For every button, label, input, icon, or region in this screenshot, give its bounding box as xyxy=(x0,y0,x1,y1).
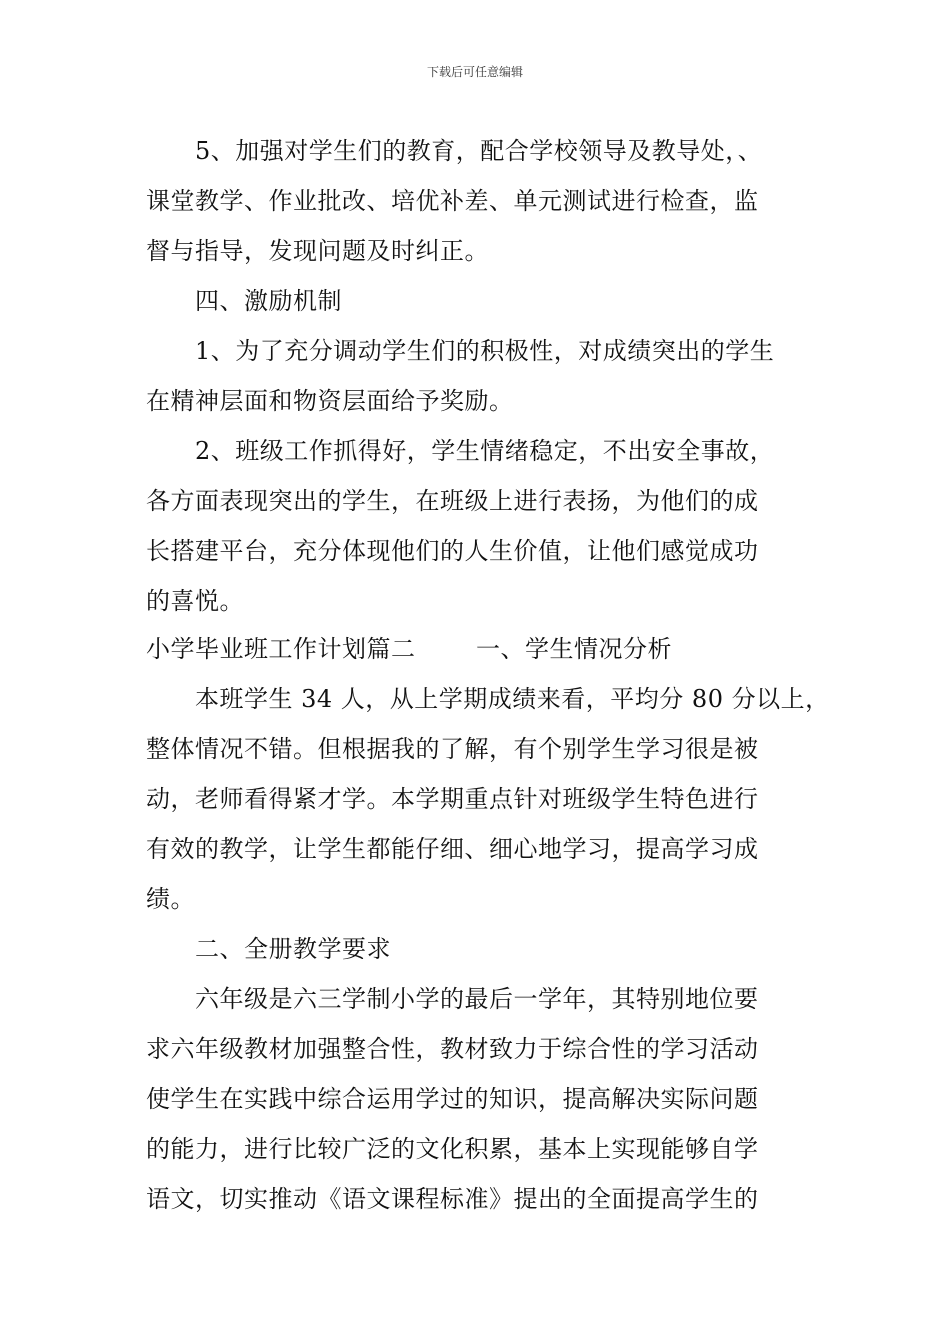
paragraph-line: 在精神层面和物资层面给予奖励。 xyxy=(146,387,514,415)
paragraph-line: 求六年级教材加强整合性，教材致力于综合性的学习活动 xyxy=(146,1035,759,1063)
paragraph-line: 本班学生 34 人，从上学期成绩来看，平均分 80 分以上， xyxy=(195,685,830,713)
paragraph-line: 督与指导，发现问题及时纠正。 xyxy=(146,237,489,265)
paragraph-line: 长搭建平台，充分体现他们的人生价值，让他们感觉成功 xyxy=(146,537,759,565)
paragraph-line: 各方面表现突出的学生，在班级上进行表扬，为他们的成 xyxy=(146,487,759,515)
paragraph-line: 六年级是六三学制小学的最后一学年，其特别地位要 xyxy=(195,985,759,1013)
paragraph-line: 5、加强对学生们的教育，配合学校领导及教导处，、 xyxy=(195,137,763,165)
paragraph-line: 的喜悦。 xyxy=(146,587,244,615)
paragraph-line: 2、班级工作抓得好，学生情绪稳定，不出安全事故， xyxy=(195,437,775,465)
paragraph-line: 课堂教学、作业批改、培优补差、单元测试进行检查，监 xyxy=(146,187,759,215)
section-heading: 四、激励机制 xyxy=(195,287,342,315)
chapter-title: 小学毕业班工作计划篇二 xyxy=(146,635,416,663)
page-header: 下载后可任意编辑 xyxy=(426,65,523,79)
paragraph-line: 整体情况不错。但根据我的了解，有个别学生学习很是被 xyxy=(146,735,759,763)
section-heading: 二、全册教学要求 xyxy=(195,935,391,963)
section-heading: 一、学生情况分析 xyxy=(476,635,672,663)
paragraph-line: 动，老师看得紧才学。本学期重点针对班级学生特色进行 xyxy=(146,785,759,813)
paragraph-line: 语文，切实推动《语文课程标准》提出的全面提高学生的 xyxy=(146,1185,759,1213)
paragraph-line: 使学生在实践中综合运用学过的知识，提高解决实际问题 xyxy=(146,1085,759,1113)
paragraph-line: 有效的教学，让学生都能仔细、细心地学习，提高学习成 xyxy=(146,835,759,863)
paragraph-line: 的能力，进行比较广泛的文化积累，基本上实现能够自学 xyxy=(146,1135,759,1163)
paragraph-line: 绩。 xyxy=(146,885,195,913)
paragraph-line: 1、为了充分调动学生们的积极性，对成绩突出的学生 xyxy=(195,337,775,365)
